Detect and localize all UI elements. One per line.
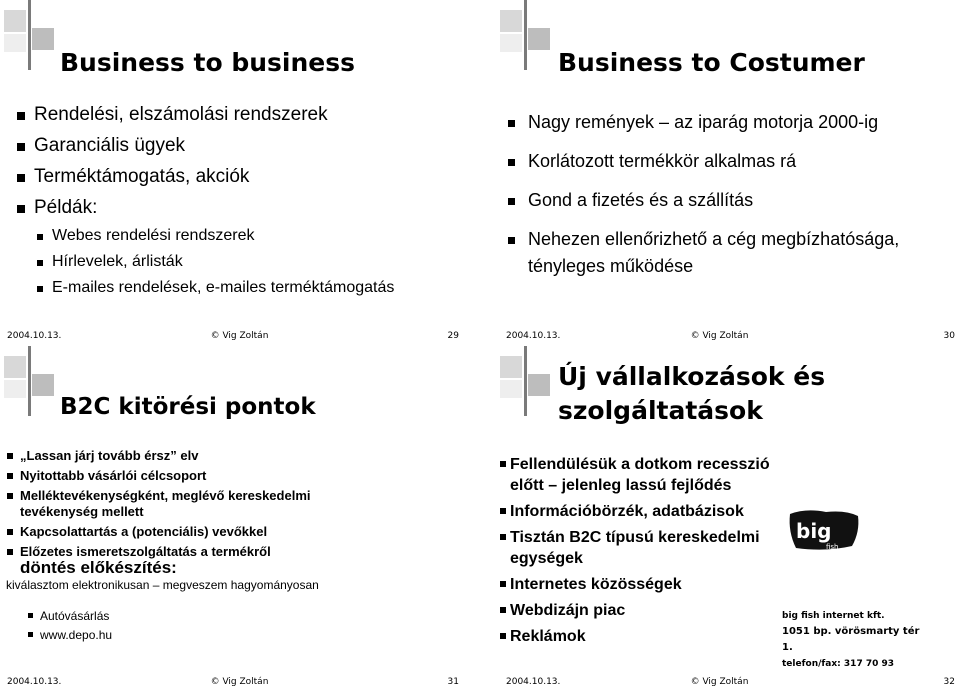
footer-date: 2004.10.13.	[506, 677, 561, 687]
list-item: Kapcsolattartás a (potenciális) vevőkkel	[0, 524, 400, 540]
slide-decoration	[0, 346, 60, 416]
list-item: Autóvásárlás	[26, 608, 112, 624]
bullet-icon	[508, 159, 515, 166]
plain-text-line: kiválasztom elektronikusan – megveszem hagyományosan	[6, 578, 319, 592]
bullet-list	[0, 448, 400, 597]
bullet-icon	[500, 508, 506, 514]
bullet-icon	[7, 473, 13, 479]
footer-page-number: 31	[447, 677, 459, 687]
slide-title: Új vállalkozások és szolgáltatások	[558, 362, 826, 425]
list-item: Webes rendelési rendszerek	[34, 227, 394, 253]
big-fish-logo	[786, 508, 862, 554]
bullet-icon	[508, 120, 515, 127]
bullet-icon	[500, 461, 506, 467]
slide-footer	[480, 677, 959, 691]
list-item: Nehezen ellenőrizhető a cég megbízhatósága,	[502, 229, 899, 256]
bullet-icon	[37, 260, 43, 266]
footer-page-number: 29	[447, 331, 459, 341]
bullet-icon	[500, 633, 506, 639]
bullet-icon	[37, 286, 43, 292]
slide-title: Business to Costumer	[558, 48, 865, 77]
bullet-icon	[7, 453, 13, 459]
slide-decoration	[0, 0, 60, 70]
bullet-icon	[508, 237, 515, 244]
bullet-icon	[500, 607, 506, 613]
bullet-icon	[7, 493, 13, 499]
slide-32	[480, 346, 959, 691]
footer-page-number: 32	[943, 677, 955, 687]
list-item: Példák:	[14, 197, 328, 228]
bullet-icon	[500, 581, 506, 587]
footer-author: © Vig Zoltán	[690, 331, 749, 341]
svg-text:fish: fish	[826, 543, 839, 551]
bullet-list	[500, 454, 800, 652]
list-item: E-mailes rendelések, e-mailes terméktámogatás	[34, 279, 394, 305]
bullet-icon	[508, 198, 515, 205]
bullet-icon	[500, 534, 506, 540]
footer-author: © Vig Zoltán	[210, 331, 269, 341]
list-item: Nagy remények – az iparág motorja 2000-ig	[502, 112, 899, 151]
bullet-icon	[17, 112, 25, 120]
bullet-list	[502, 112, 899, 295]
list-item: Korlátozott termékkör alkalmas rá	[502, 151, 899, 190]
footer-author: © Vig Zoltán	[210, 677, 269, 687]
list-item: Előzetes ismeretszolgáltatás a termékről döntés előkészítés:	[0, 544, 400, 577]
bullet-icon	[17, 205, 25, 213]
bullet-icon	[37, 234, 43, 240]
bullet-icon	[17, 174, 25, 182]
list-item: Nyitottabb vásárlói célcsoport	[0, 468, 400, 484]
slide-29	[0, 0, 479, 345]
footer-page-number: 30	[943, 331, 955, 341]
bullet-icon	[28, 632, 33, 637]
bullet-icon	[7, 529, 13, 535]
list-item: Melléktevékenységként, meglévő kereskedelmi tevékenység mellett	[0, 488, 380, 520]
list-item: www.depo.hu	[26, 627, 112, 643]
slide-title: Business to business	[60, 48, 356, 77]
list-item: Reklámok	[500, 626, 800, 647]
list-item: Rendelési, elszámolási rendszerek	[14, 104, 328, 135]
slide-decoration	[496, 0, 556, 70]
list-item: Információbörzék, adatbázisok	[500, 501, 800, 522]
list-item: Gond a fizetés és a szállítás	[502, 190, 899, 229]
bullet-icon	[28, 613, 33, 618]
bullet-list	[14, 104, 328, 228]
bullet-icon	[7, 549, 13, 555]
slide-title: B2C kitörési pontok	[60, 394, 316, 420]
list-item: Garanciális ügyek	[14, 135, 328, 166]
sub-bullet-list	[34, 227, 394, 305]
footer-author: © Vig Zoltán	[690, 677, 749, 687]
slide-footer	[0, 331, 479, 345]
list-item: Terméktámogatás, akciók	[14, 166, 328, 197]
emphasis-text: döntés előkészítés:	[20, 558, 177, 577]
list-item-continuation: tényleges működése	[528, 256, 694, 276]
slide-30	[480, 0, 959, 345]
slide-footer	[480, 331, 959, 345]
footer-date: 2004.10.13.	[506, 331, 561, 341]
company-ad: big fish internet kft. 1051 bp. vörösmarty tér 1. telefon/fax: 317 70 93	[782, 611, 920, 669]
footer-date: 2004.10.13.	[7, 331, 62, 341]
svg-text:big: big	[796, 519, 832, 543]
list-item: „Lassan járj tovább érsz” elv	[0, 448, 400, 464]
slide-31	[0, 346, 479, 691]
bullet-icon	[17, 143, 25, 151]
slide-decoration	[496, 346, 556, 416]
footer-date: 2004.10.13.	[7, 677, 62, 687]
list-item: Webdizájn piac	[500, 600, 800, 621]
list-item: Internetes közösségek	[500, 574, 800, 595]
list-item: Fellendülésük a dotkom recesszió előtt – jelenleg lassú fejlődés	[500, 454, 800, 496]
list-item: Hírlevelek, árlisták	[34, 253, 394, 279]
list-item: Tisztán B2C típusú kereskedelmi egységek	[500, 527, 800, 569]
slide-footer	[0, 677, 479, 691]
sub-bullet-list	[26, 608, 112, 646]
